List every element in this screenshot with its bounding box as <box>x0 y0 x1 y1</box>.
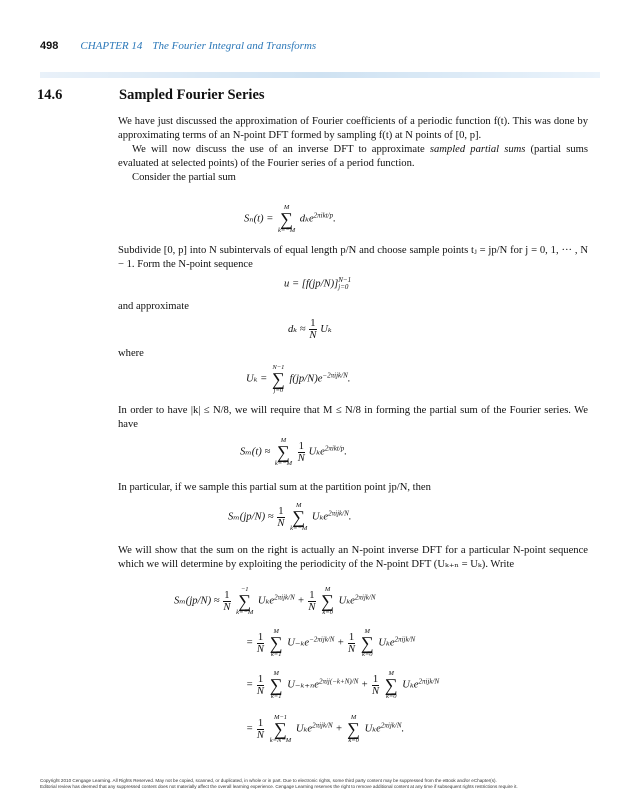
copyright-footer <box>40 778 600 790</box>
footer-line-1: Copyright 2010 Cengage Learning. All Rights Reserved. May not be copied, scanned, or duplicated, in whole or in part. Due to electronic rights, some third party content may be suppressed from the eBook and/or eChapter(s). <box>40 778 497 783</box>
eq-term: Uₖe <box>295 723 313 735</box>
numerator: 1 <box>257 631 264 643</box>
header-rule <box>40 72 600 78</box>
fraction <box>257 674 264 697</box>
eq-exponent: 2πikt/p <box>313 211 334 220</box>
footer-line-2: Editorial review has deemed that any suppressed content does not materially affect the overall learning experience. Cengage Learning reserves the right to remove additional content at any time if subsequent rights restrictions require it. <box>40 784 518 789</box>
eq-lhs: Uₖ = <box>246 373 268 385</box>
sum-lower: k=−M <box>236 609 254 616</box>
eq-exponent: −2πijk/N <box>322 371 348 380</box>
sum-lower: k=−M <box>278 227 296 234</box>
paragraph-3: Consider the partial sum <box>132 172 236 183</box>
sum-upper: −1 <box>240 586 249 593</box>
eq-exponent: 2πijk/N <box>312 721 333 730</box>
sum-upper: M <box>273 670 279 677</box>
numerator: 1 <box>257 717 264 729</box>
denominator: N <box>297 452 305 464</box>
eq-exponent: 2πijk/N <box>274 593 295 602</box>
emphasis-text: sampled partial sums <box>429 144 526 155</box>
sum-upper: M <box>324 586 331 593</box>
chapter-label <box>80 40 316 52</box>
eq-period: . <box>401 723 405 735</box>
equation-split-2 <box>246 628 415 658</box>
eq-equals: = <box>246 723 254 735</box>
chapter-title: The Fourier Integral and Transforms <box>152 40 317 52</box>
equation-split-1 <box>174 586 376 616</box>
fraction <box>298 441 305 464</box>
eq-exponent: 2πij(−k+N)/N <box>318 677 359 686</box>
numerator: 1 <box>309 589 315 601</box>
fraction <box>257 632 264 655</box>
paragraph-text: where <box>118 348 144 359</box>
sum-upper: M <box>388 670 394 677</box>
sum-lower: k=1 <box>270 651 282 658</box>
paragraph-text: In order to have |k| ≤ N/8, we will require that M ≤ N/8 in forming the partial sum of the Fourier series. We have <box>118 405 588 430</box>
sum-upper: M−1 <box>273 714 287 721</box>
denominator: N <box>256 685 264 697</box>
fraction <box>277 506 284 529</box>
denominator: N <box>256 729 264 741</box>
sum-lower: k=−M <box>274 460 292 467</box>
fraction <box>348 632 355 655</box>
numerator: 1 <box>298 440 304 452</box>
section-title: Sampled Fourier Series <box>119 87 265 103</box>
equation-split-4 <box>246 714 404 744</box>
paragraph-2 <box>118 143 588 171</box>
denominator: N <box>308 601 316 613</box>
eq-term: U₋ₖ₊ₙe <box>287 679 319 691</box>
paragraph-text: Subdivide [0, p] into N subintervals of equal length p/N and choose sample points tⱼ = jp/N for j = 0, 1, ··· , N − 1. Form the N-point sequence <box>118 245 588 270</box>
denominator: N <box>348 643 356 655</box>
sum-symbol: M ∑ k=−M <box>290 502 308 532</box>
sum-symbol: M ∑ k=−M <box>278 204 296 234</box>
numerator: 1 <box>257 673 264 685</box>
paragraph-5 <box>118 300 588 314</box>
paragraph-text: (partial sums evaluated at selected points) of the Fourier series of a period function. <box>118 144 588 169</box>
sum-upper: M <box>364 628 370 635</box>
eq-term: Uₖe <box>308 446 325 458</box>
eq-term: dₖe <box>299 213 314 225</box>
fraction <box>257 718 264 741</box>
eq-sub: j=0 <box>338 283 349 291</box>
sum-lower: k=−M <box>290 525 308 532</box>
sum-symbol: N−1 ∑ j=0 <box>271 364 285 394</box>
eq-sup: N−1 <box>338 276 352 284</box>
eq-term: Uₖe <box>338 595 355 607</box>
equation-partition <box>228 502 351 532</box>
eq-exponent: 2πijk/N <box>394 635 416 644</box>
eq-term: Uₖe <box>378 637 395 649</box>
numerator: 1 <box>278 505 284 517</box>
sum-symbol: M ∑ k=0 <box>360 628 374 658</box>
sum-upper: M <box>273 628 279 635</box>
eq-lhs: dₖ ≈ <box>288 323 306 335</box>
eq-term: Uₖe <box>402 679 419 691</box>
equation-sampled-sum <box>240 437 347 467</box>
sum-symbol: M ∑ k=1 <box>269 628 283 658</box>
eq-lhs: Sₙ(t) = <box>244 213 274 225</box>
paragraph-6 <box>118 347 588 361</box>
eq-lhs: Sₘ(t) ≈ <box>240 446 271 458</box>
sum-upper: M <box>350 714 357 721</box>
eq-exponent: 2πijk/N <box>354 593 376 602</box>
paragraph-9 <box>118 544 588 572</box>
eq-exponent: 2πijk/N <box>418 677 440 686</box>
sum-upper: M <box>280 437 287 444</box>
paragraph-text: We will now discuss the use of an inverse DFT to approximate <box>132 144 430 155</box>
eq-lhs: Sₘ(jp/N) ≈ <box>174 595 220 607</box>
eq-term: U₋ₖe <box>287 637 310 649</box>
running-header <box>40 40 600 62</box>
sum-upper: N−1 <box>272 364 285 371</box>
sum-symbol: M−1 ∑ k=N−M <box>269 714 292 744</box>
eq-plus: + <box>361 679 369 691</box>
denominator: N <box>371 685 380 697</box>
eq-term: Uₖe <box>311 511 329 523</box>
page-number: 498 <box>40 40 59 52</box>
paragraph-1 <box>118 115 588 185</box>
sum-symbol: M ∑ k=1 <box>269 670 283 700</box>
sum-lower: k=0 <box>362 651 373 658</box>
eq-exponent: 2πijk/N <box>328 509 349 518</box>
chapter-number: CHAPTER 14 <box>80 40 143 52</box>
eq-exponent: 2πikt/p <box>324 444 345 453</box>
eq-plus: + <box>337 637 345 649</box>
fraction <box>372 674 379 697</box>
denominator: N <box>256 643 264 655</box>
eq-sequence: u = [f(jp/N)] <box>284 278 339 290</box>
denominator: N <box>309 330 317 341</box>
sum-symbol: M ∑ k=0 <box>321 586 335 616</box>
equation-dft <box>246 364 350 394</box>
eq-exponent: 2πijk/N <box>380 721 402 730</box>
denominator: N <box>277 517 285 529</box>
eq-term: Uₖe <box>364 723 381 735</box>
eq-equals: = <box>246 679 254 691</box>
sum-symbol: M ∑ k=−M <box>274 437 292 467</box>
eq-period: . <box>333 213 336 225</box>
paragraph-7 <box>118 404 588 432</box>
eq-period: . <box>348 511 352 523</box>
eq-term: f(jp/N)e <box>289 373 323 385</box>
sum-lower: k=0 <box>348 737 359 744</box>
sum-symbol: −1 ∑ k=−M <box>236 586 254 616</box>
sum-upper: M <box>283 204 290 211</box>
paragraph-4 <box>118 244 588 272</box>
eq-plus: + <box>335 723 343 735</box>
sum-lower: k=1 <box>270 693 282 700</box>
sum-lower: k=0 <box>322 609 333 616</box>
numerator: 1 <box>372 673 379 685</box>
sum-lower: k=0 <box>385 693 397 700</box>
eq-rhs: Uₖ <box>320 323 332 335</box>
numerator: 1 <box>348 631 355 643</box>
denominator: N <box>223 601 231 613</box>
sum-upper: M <box>296 502 302 509</box>
eq-period: . <box>347 373 351 385</box>
eq-plus: + <box>297 595 305 607</box>
numerator: 1 <box>310 318 316 329</box>
sum-lower: j=0 <box>273 387 284 394</box>
paragraph-text: We have just discussed the approximation of Fourier coefficients of a periodic function f(t). This was done by approximating terms of an N-point DFT formed by sampling f(t) at N points of [0, p]. <box>118 116 588 141</box>
fraction <box>223 590 230 613</box>
paragraph-text: In particular, if we sample this partial sum at the partition point jp/N, then <box>118 482 431 493</box>
eq-lhs: Sₘ(jp/N) ≈ <box>228 511 274 523</box>
sum-lower: k=N−M <box>269 737 292 744</box>
eq-term: Uₖe <box>257 595 275 607</box>
equation-split-3 <box>246 670 439 700</box>
eq-exponent: −2πijk/N <box>309 635 335 644</box>
section-number: 14.6 <box>37 87 63 103</box>
section-heading <box>37 87 265 104</box>
paragraph-text: and approximate <box>118 301 189 312</box>
sum-symbol: M ∑ k=0 <box>384 670 398 700</box>
fraction <box>309 318 316 341</box>
eq-equals: = <box>246 637 254 649</box>
fraction <box>308 590 315 613</box>
eq-period: . <box>344 446 347 458</box>
numerator: 1 <box>224 589 230 601</box>
sum-symbol: M ∑ k=0 <box>347 714 360 744</box>
equation-partial-sum <box>244 204 336 234</box>
equation-approx-coeff <box>288 318 332 341</box>
paragraph-8 <box>118 481 588 495</box>
equation-sequence <box>284 277 351 291</box>
paragraph-text: We will show that the sum on the right is actually an N-point inverse DFT for a particular N-point sequence which we will determine by exploiting the periodicity of the N-point DFT (Uₖ₊ₙ = Uₖ). Write <box>118 545 588 570</box>
